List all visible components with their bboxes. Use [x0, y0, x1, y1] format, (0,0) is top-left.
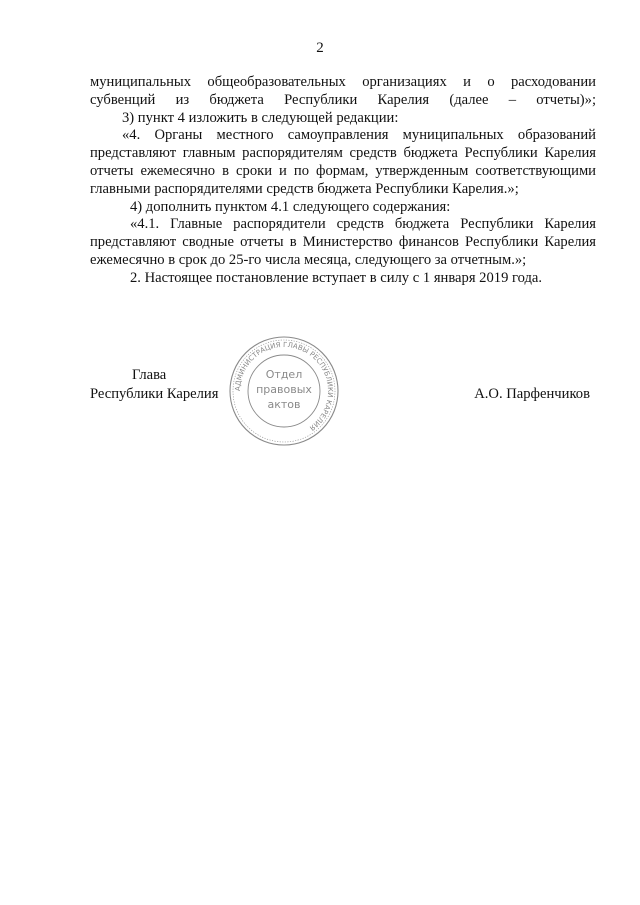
paragraph-continuation: муниципальных общеобразовательных организациях и о расходовании субвенций из бюджета Республики Карелия (далее – отчеты)»;	[90, 74, 596, 108]
signature-name: А.О. Парфенчиков	[474, 386, 590, 402]
paragraph-effective-date: 2. Настоящее постановление вступает в силу с 1 января 2019 года.	[130, 269, 543, 286]
stamp-ring-text: АДМИНИСТРАЦИЯ ГЛАВЫ РЕСПУБЛИКИ КАРЕЛИЯ	[233, 340, 335, 432]
signature-organization: Республики Карелия	[90, 386, 219, 402]
stamp-line-2: правовых	[256, 383, 312, 396]
paragraph-clause-4-1: «4.1. Главные распорядители средств бюджета Республики Карелия представляют сводные отчеты в Министерство финансов Республики Карелия ежемесячно в срок до 25-го числа месяца, следующего за отчетным.»;	[90, 216, 596, 268]
stamp-line-1: Отдел	[265, 368, 303, 381]
paragraph-clause-4: «4. Органы местного самоуправления муниципальных образований представляют главным распорядителям средств бюджета Республики Карелия отчеты ежемесячно в сроки и по формам, утвержденным соответствующими главными распорядителями средств бюджета Республики Карелия.»;	[90, 127, 596, 197]
page-number: 2	[316, 40, 324, 56]
signature-title: Глава	[132, 367, 167, 383]
stamp-line-3: актов	[267, 398, 301, 411]
paragraph-item-3: 3) пункт 4 изложить в следующей редакции:	[122, 109, 399, 126]
paragraph-item-4: 4) дополнить пунктом 4.1 следующего содержания:	[130, 198, 451, 215]
document-body	[90, 74, 596, 288]
official-stamp	[220, 335, 348, 447]
